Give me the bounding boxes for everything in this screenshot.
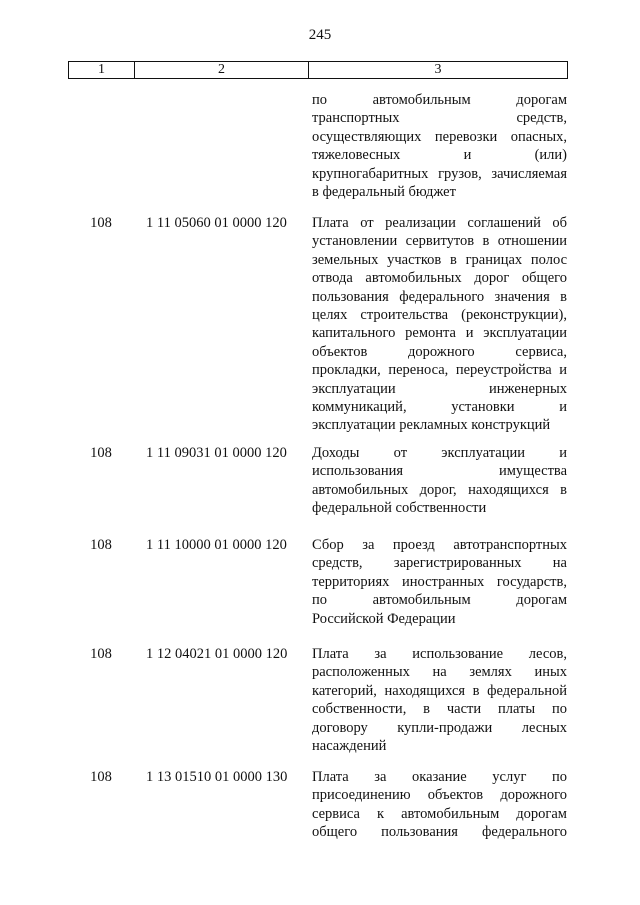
column-header-1: 1 [69, 62, 135, 79]
description-line: объектов дорожного сервиса, [312, 343, 567, 360]
row-description [312, 536, 567, 628]
description-line: автомобильных дорог, находящихся в [312, 481, 567, 498]
page-number: 245 [308, 27, 332, 43]
description-line: по автомобильным дорогам [312, 92, 567, 108]
description-line: установлении сервитутов в отношении [312, 233, 567, 250]
description-line: прокладки, переноса, переустройства и [312, 362, 567, 379]
description-line: присоединению объектов дорожного [312, 787, 567, 804]
row-budget-code: 1 12 04021 01 0000 120 [146, 646, 288, 662]
description-line: общего пользования федерального [312, 824, 567, 841]
row-admin-code: 108 [90, 769, 112, 785]
description-line: средств, зарегистрированных на [312, 555, 567, 572]
description-line: целях строительства (реконструкции), [312, 307, 567, 324]
row-budget-code: 1 11 09031 01 0000 120 [146, 445, 287, 461]
description-line: крупногабаритных грузов, зачисляемая [312, 165, 567, 182]
row-budget-code: 1 11 05060 01 0000 120 [146, 215, 287, 231]
description-line: эксплуатации рекламных конструкций [312, 417, 551, 434]
description-line: земельных участков в границах полос [312, 251, 567, 268]
row-budget-code: 1 13 01510 01 0000 130 [146, 769, 288, 785]
row-admin-code: 108 [90, 445, 112, 461]
row-description [312, 444, 567, 518]
description-line: Плата за использование лесов, [312, 646, 567, 662]
description-line: тяжеловесных и (или) [312, 147, 567, 164]
description-line: использования имущества [312, 463, 567, 480]
description-line: транспортных средств, [312, 110, 567, 127]
description-line: в федеральный бюджет [312, 184, 456, 201]
column-header-row [69, 62, 568, 79]
row-budget-code: 1 11 10000 01 0000 120 [146, 537, 287, 553]
description-line: Российской Федерации [312, 610, 456, 627]
description-line: сервиса к автомобильным дорогам [312, 805, 567, 822]
description-line: насаждений [312, 738, 387, 755]
row-admin-code: 108 [90, 646, 112, 662]
description-line: осуществляющих перевозки опасных, [312, 128, 567, 145]
description-line: отвода автомобильных дорог общего [312, 270, 567, 287]
column-header-table [68, 61, 568, 79]
column-header-3: 3 [309, 62, 568, 79]
description-line: категорий, находящихся в федеральной [312, 682, 567, 699]
row-description [312, 91, 567, 201]
row-admin-code: 108 [90, 537, 112, 553]
description-line: расположенных на землях иных [312, 664, 567, 681]
description-line: Плата от реализации соглашений об [312, 215, 567, 231]
description-line: договору купли-продажи лесных [312, 719, 567, 736]
description-line: капитального ремонта и эксплуатации [312, 325, 567, 342]
column-header-2: 2 [135, 62, 309, 79]
description-line: эксплуатации инженерных [312, 380, 567, 397]
description-line: Сбор за проезд автотранспортных [312, 537, 567, 553]
description-line: собственности, в части платы по [312, 701, 567, 718]
description-line: коммуникаций, установки и [312, 399, 567, 416]
description-line: пользования федерального значения в [312, 288, 567, 305]
row-description [312, 768, 567, 842]
description-line: федеральной собственности [312, 500, 487, 517]
description-line: Плата за оказание услуг по [312, 769, 567, 785]
row-description [312, 214, 567, 435]
row-description [312, 645, 567, 755]
description-line: территориях иностранных государств, [312, 573, 567, 590]
description-line: Доходы от эксплуатации и [312, 445, 567, 461]
row-admin-code: 108 [90, 215, 112, 231]
description-line: по автомобильным дорогам [312, 592, 567, 609]
